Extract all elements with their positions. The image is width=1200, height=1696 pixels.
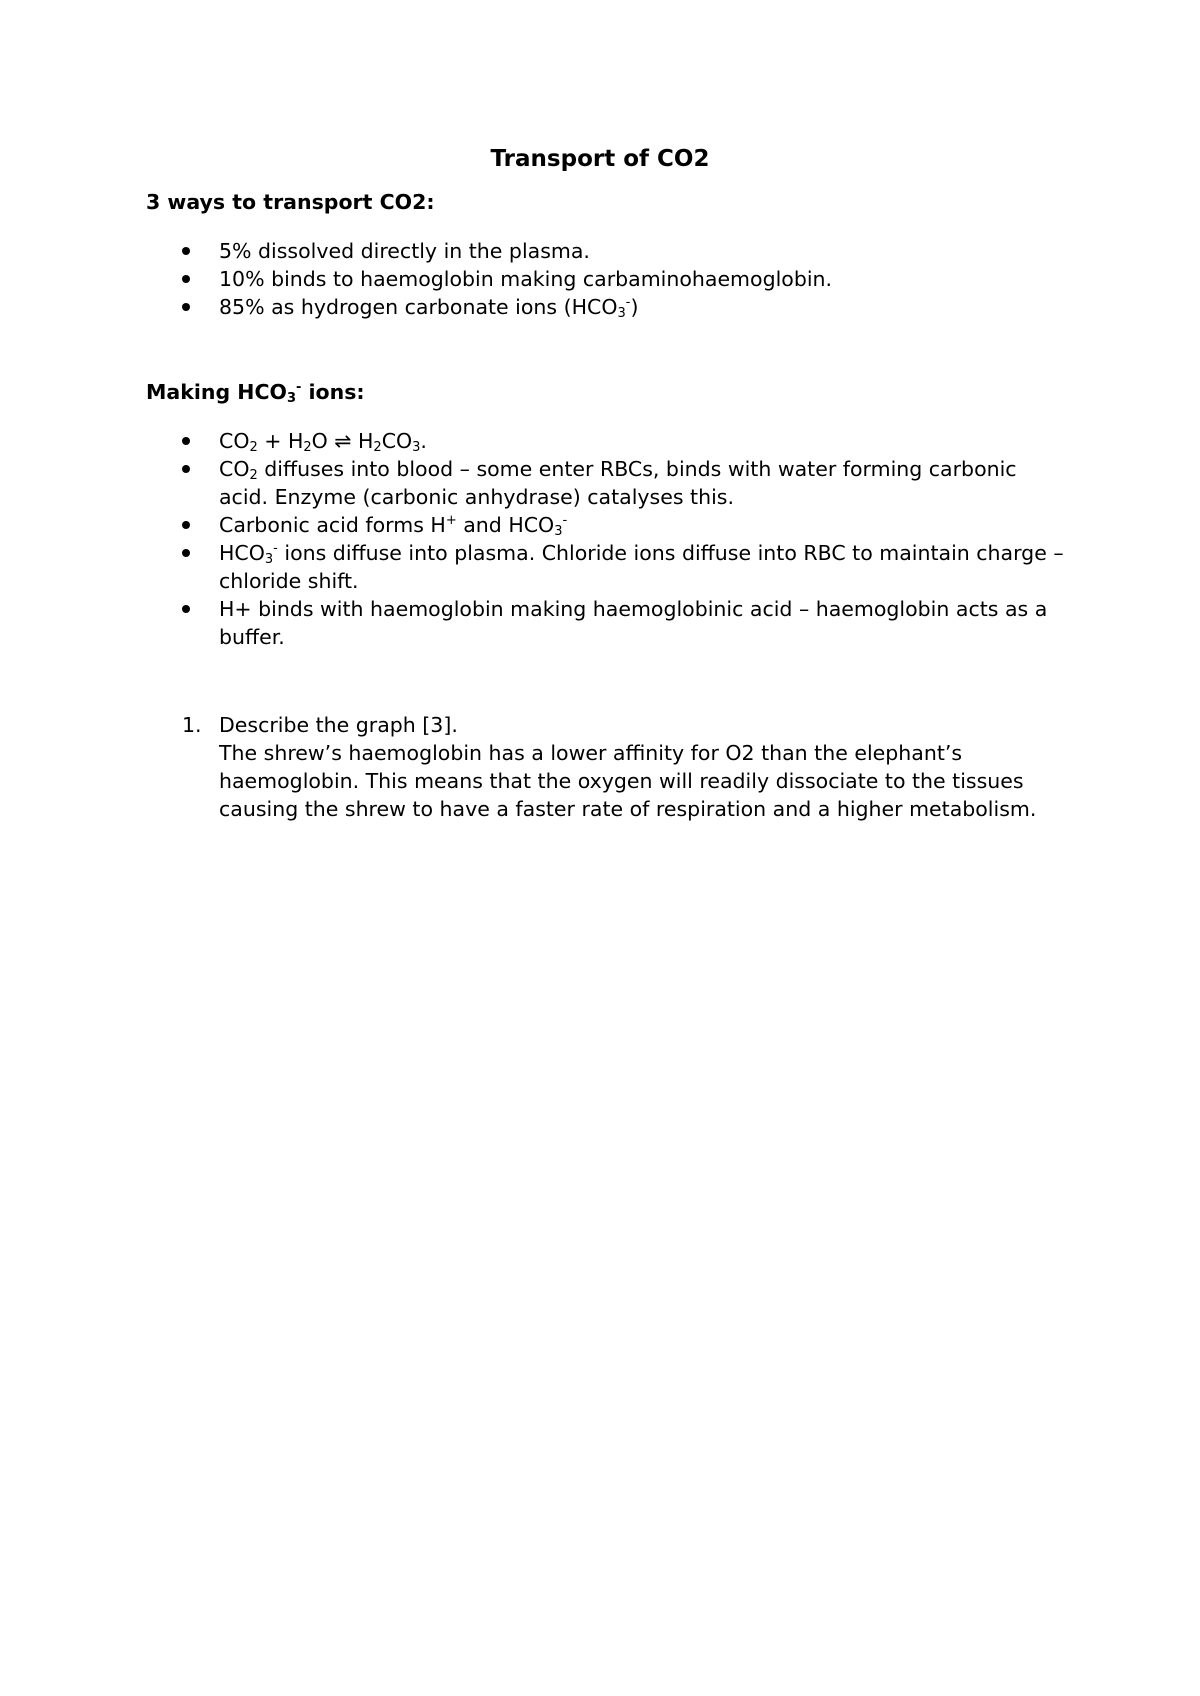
making-hco3-list (146, 427, 1066, 651)
question-prompt: Describe the graph [3]. (219, 713, 458, 737)
list-item: $CO_2$ diffuses into blood – some enter RBCs, binds with water forming carbonic acid. Enzyme (carbonic anhydrase) catalyses this. (146, 455, 1066, 511)
list-item: 5% dissolved directly in the plasma. (146, 237, 1066, 265)
list-item: $CO_2 + H_2O$ ⇌ $H_2CO_3$. (146, 427, 1066, 455)
section-heading-transport-ways: 3 ways to transport CO2: (146, 190, 435, 214)
list-item: $HCO_3^-$ ions diffuse into plasma. Chloride ions diffuse into RBC to maintain charge – chloride shift. (146, 539, 1066, 595)
list-item: 85% as hydrogen carbonate ions $(HCO_3^-)$ (146, 293, 1066, 321)
list-item: H+ binds with haemoglobin making haemoglobinic acid – haemoglobin acts as a buffer. (146, 595, 1066, 651)
transport-ways-list (146, 237, 1066, 321)
question-answer: The shrew’s haemoglobin has a lower affinity for O2 than the elephant’s haemoglobin. This means that the oxygen will readily dissociate to the tissues causing the shrew to have a faster rate of respiration and a higher metabolism. (219, 741, 1037, 821)
section-heading-making-hco3: Making $HCO_3^-$ ions: (146, 380, 365, 406)
list-item: 10% binds to haemoglobin making carbaminohaemoglobin. (146, 265, 1066, 293)
list-item: Carbonic acid forms H+ and $HCO_3^-$ (146, 511, 1066, 539)
question-list (146, 711, 1066, 823)
page-title: Transport of CO2 (490, 146, 710, 172)
question-item (146, 711, 1066, 823)
question-number: 1. (182, 713, 202, 737)
